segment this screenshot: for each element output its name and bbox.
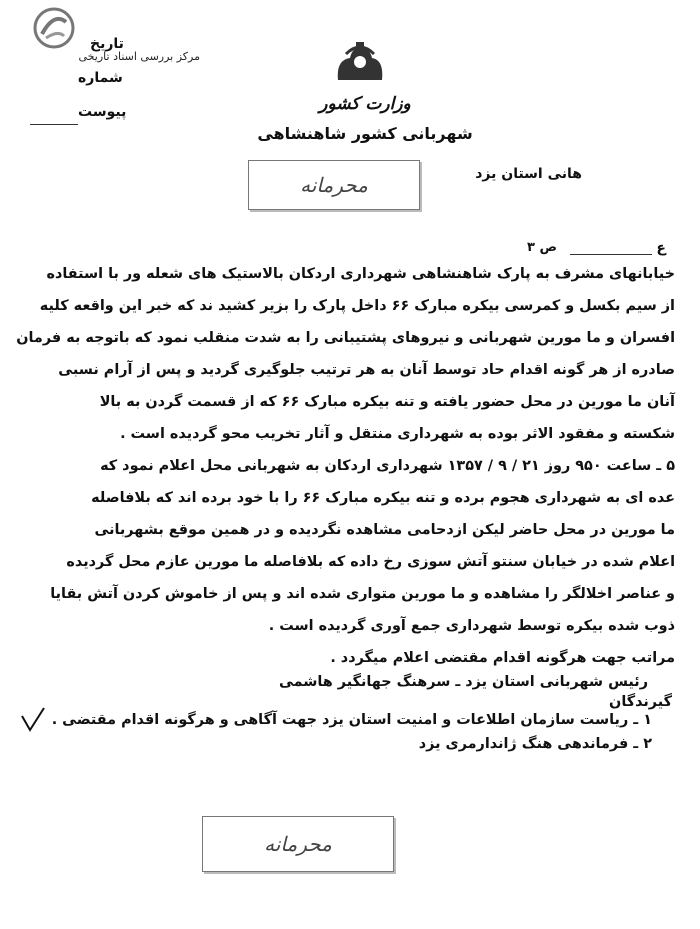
recipient-line: هانی استان یزد: [475, 166, 582, 182]
body-line-5: آنان ما مورین در محل حضور یافته و تنه بیکره مبارک ۶۶ که از قسمت گردن به بالا: [99, 394, 675, 410]
body-line-9: ما مورین در محل حاضر لیکن ازدحامی مشاهده نگردیده و در همین موقع بشهربانی: [94, 522, 675, 538]
checkmark-icon: [20, 706, 46, 734]
body-line-3: افسران و ما مورین شهربانی و نیروهای پشتیبانی را به شدت منقلب نمود که باتوجه به فرمان: [16, 330, 675, 346]
body-line-8: عده ای به شهرداری هجوم برده و تنه بیکره مبارک ۶۶ را با خود برده اند که بلافاصله: [91, 490, 675, 506]
signature-line: رئیس شهربانی استان یزد ـ سرهنگ جهانگیر هاشمی: [279, 674, 648, 690]
body-line-6: شکسته و مفقود الاثر بوده به شهرداری منتقل و آثار تخریب محو گردیده است .: [120, 426, 675, 442]
confidential-stamp-bottom: محرمانه: [202, 816, 394, 872]
ref-line: [570, 254, 652, 255]
body-line-2: از سیم بکسل و کمرسی بیکره مبارک ۶۶ داخل پارک را بزیر کشید ند که خبر این واقعه کلیه: [39, 298, 675, 314]
attachment-line: [30, 124, 78, 125]
lion-and-sun-emblem-icon: [330, 40, 390, 86]
body-line-4: صادره از هر گونه اقدام حاد توسط آنان به هر ترتیب جلوگیری گردید و پس از آرام نسبی: [58, 362, 675, 378]
body-line-11: و عناصر اخلالگر را مشاهده و ما مورین متواری شده اند و پس از خاموش کردن آتش بقایا: [50, 586, 675, 602]
archive-emblem-icon: [32, 6, 76, 50]
body-line-1: خیابانهای مشرف به پارک شاهنشاهی شهرداری اردکان بالاستیک های شعله ور با استفاده: [46, 266, 675, 282]
recipient-item-1: ۱ ـ ریاست سازمان اطلاعات و امنیت استان یزد جهت آگاهی و هرگونه اقدام مقتضی .: [51, 712, 652, 728]
attachment-label: پیوست: [78, 104, 127, 120]
body-line-7: ۵ ـ ساعت ۹۵۰ روز ۲۱ / ۹ / ۱۳۵۷ شهرداری اردکان به شهربانی محل اعلام نمود که: [100, 458, 675, 474]
recipient-item-2: ۲ ـ فرماندهی هنگ ژاندارمری یزد: [418, 736, 652, 752]
ref-prefix: ع: [656, 240, 666, 256]
confidential-stamp-top: محرمانه: [248, 160, 420, 210]
body-line-10: اعلام شده در خیابان سنتو آتش سوزی رخ داده که بلافاصله ما مورین عازم محل گردیده: [66, 554, 675, 570]
ref-code: ص ۳: [527, 240, 557, 255]
number-label: شماره: [78, 70, 123, 86]
ministry-title: وزارت کشور: [319, 94, 411, 114]
body-line-13: مراتب جهت هرگونه اقدام مقتضی اعلام میگردد .: [330, 650, 675, 666]
body-line-12: ذوب شده بیکره توسط شهرداری جمع آوری گردیده است .: [268, 618, 675, 634]
archive-logo-text: مرکز بررسی اسناد تاریخی: [78, 50, 200, 63]
recipients-label: گیرندگان: [609, 694, 672, 710]
date-label: تاریخ: [90, 36, 124, 52]
org-title: شهربانی کشور شاهنشاهی: [257, 124, 473, 143]
